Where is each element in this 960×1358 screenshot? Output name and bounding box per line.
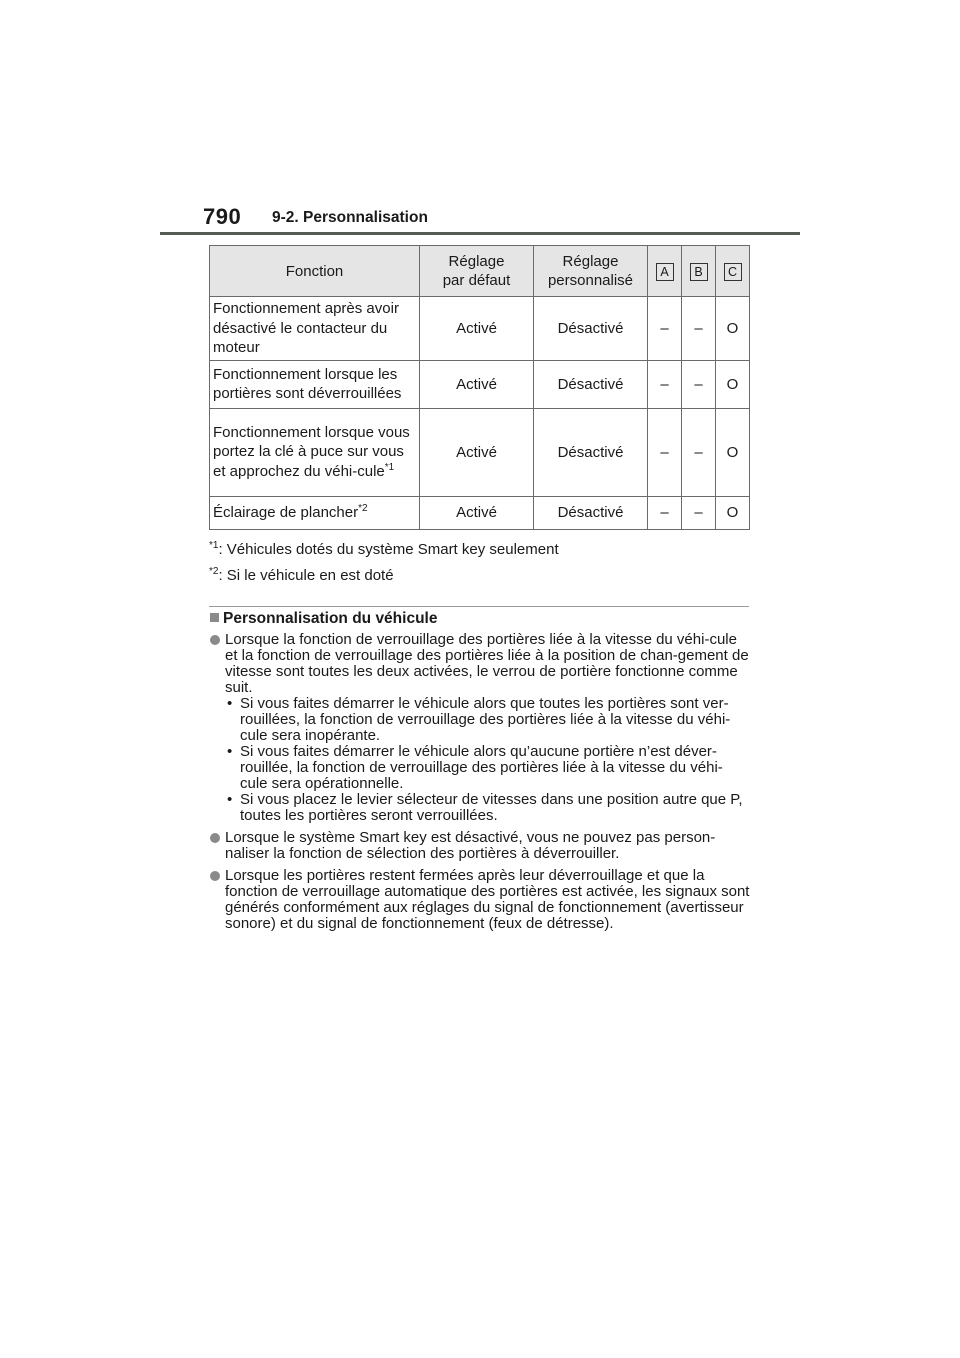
circle-bullet-icon <box>210 871 220 881</box>
footnote-text: : Si le véhicule en est doté <box>218 567 394 584</box>
footnote-ref: *2 <box>358 502 368 514</box>
cell-b: – <box>682 360 716 408</box>
paragraph-text: Lorsque les portières restent fermées après leur déverrouillage et que la fonction de verrouillage automatique des portières est activée, les signaux sont générés conformément aux réglages du signal de fonctionnement (avertisseur sonore) et du signal de fonctionnement (feux de détresse). <box>225 867 750 932</box>
table-row <box>210 360 750 408</box>
cell-default: Activé <box>420 360 534 408</box>
cell-a: – <box>648 360 682 408</box>
table-header-row <box>210 246 750 297</box>
cell-c: O <box>716 496 750 529</box>
cell-function <box>210 496 420 529</box>
header-divider <box>160 232 800 235</box>
square-bullet-icon <box>210 613 219 622</box>
paragraph <box>210 632 750 824</box>
paragraph-text: Lorsque la fonction de verrouillage des portières liée à la vitesse du véhi-cule et la fonction de verrouillage des portières liée à la position de chan-gement de vitesse sont toutes les deux activées, le verrou de portière fonctionne comme suit. <box>225 631 749 696</box>
table-row <box>210 408 750 496</box>
settings-table <box>209 245 750 530</box>
cell-c: O <box>716 297 750 361</box>
list-item <box>225 744 750 792</box>
list-item-text: Si vous faites démarrer le véhicule alors que toutes les portières sont ver-rouillées, la fonction de verrouillage des portières liée à la vitesse du véhi-cule sera inopérante. <box>240 695 731 744</box>
cell-c: O <box>716 408 750 496</box>
cell-b: – <box>682 496 716 529</box>
cell-function-text: Éclairage de plancher <box>213 503 359 521</box>
cell-custom: Désactivé <box>534 360 648 408</box>
footnote-mark: *1 <box>209 540 219 551</box>
header-b <box>682 246 716 297</box>
paragraph <box>210 830 750 862</box>
circle-bullet-icon <box>210 833 220 843</box>
footnote-ref: *1 <box>384 461 395 473</box>
list-item-text: Si vous placez le levier sélecteur de vitesses dans une position autre que P, toutes les portières seront verrouillées. <box>240 791 743 824</box>
header-default-text: Réglage par défaut <box>442 253 511 289</box>
cell-custom: Désactivé <box>534 408 648 496</box>
a-box-icon: A <box>656 263 674 281</box>
cell-b: – <box>682 408 716 496</box>
cell-default: Activé <box>420 496 534 529</box>
cell-a: – <box>648 496 682 529</box>
cell-function: Fonctionnement après avoir désactivé le contacteur du moteur <box>210 297 420 361</box>
cell-a: – <box>648 297 682 361</box>
list-item <box>225 792 750 824</box>
footnote-1 <box>209 541 559 558</box>
bullet-icon: • <box>227 695 233 712</box>
cell-default: Activé <box>420 297 534 361</box>
list-item-text: Si vous faites démarrer le véhicule alors qu’aucune portière n’est déver-rouillée, la fonction de verrouillage des portières liée à la vitesse du véhi-cule sera opérationnelle. <box>240 743 723 792</box>
header-function: Fonction <box>210 246 420 297</box>
subsection-heading <box>210 610 437 628</box>
bullet-icon: • <box>227 791 233 808</box>
list-item <box>225 696 750 744</box>
cell-function: Fonctionnement lorsque les portières sont déverrouillées <box>210 360 420 408</box>
cell-c: O <box>716 360 750 408</box>
header-custom-text: Réglage personnalisé <box>547 253 634 289</box>
cell-b: – <box>682 297 716 361</box>
header-c <box>716 246 750 297</box>
table-row <box>210 496 750 529</box>
section-title: 9-2. Personnalisation <box>272 209 428 226</box>
header-custom <box>534 246 648 297</box>
paragraph <box>210 868 750 932</box>
c-box-icon: C <box>724 263 742 281</box>
cell-default: Activé <box>420 408 534 496</box>
cell-custom: Désactivé <box>534 496 648 529</box>
subsection-heading-text: Personnalisation du véhicule <box>223 610 438 627</box>
footnote-2 <box>209 567 394 584</box>
circle-bullet-icon <box>210 635 220 645</box>
cell-a: – <box>648 408 682 496</box>
header-a <box>648 246 682 297</box>
page-number: 790 <box>203 204 242 229</box>
section-divider <box>209 606 749 607</box>
b-box-icon: B <box>690 263 708 281</box>
bullet-icon: • <box>227 743 233 760</box>
header-default <box>420 246 534 297</box>
cell-function-text: Fonctionnement lorsque vous portez la clé à puce sur vous et approchez du véhi-cule <box>213 423 410 480</box>
table-row <box>210 297 750 361</box>
paragraph-text: Lorsque le système Smart key est désactivé, vous ne pouvez pas person-naliser la fonction de sélection des portières à déverrouiller. <box>225 829 716 862</box>
footnote-mark: *2 <box>209 566 219 577</box>
cell-function <box>210 408 420 496</box>
footnote-text: : Véhicules dotés du système Smart key seulement <box>218 541 559 558</box>
cell-custom: Désactivé <box>534 297 648 361</box>
section-body <box>210 632 750 938</box>
